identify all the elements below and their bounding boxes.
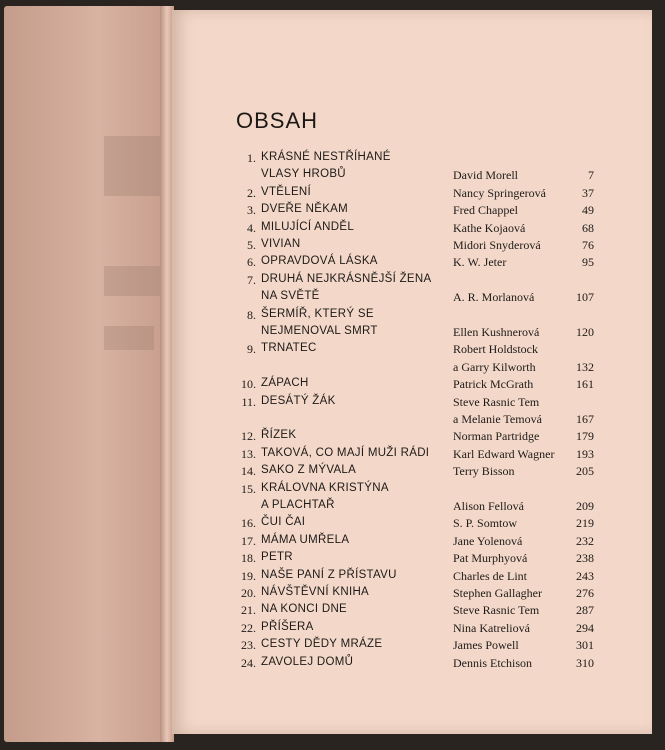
entry-number: 4. [247, 220, 256, 235]
toc-entry [172, 638, 652, 655]
story-author: Pat Murphyová [453, 551, 528, 566]
bleed-through-mark [104, 136, 162, 196]
entry-number: 1. [247, 151, 256, 165]
entry-number: 18. [241, 551, 256, 566]
story-title: ČUI ČAI [261, 516, 306, 529]
story-author: Nina Katreliová [453, 620, 530, 635]
story-title-continued: VLASY HROBŮ [261, 168, 346, 181]
story-author: Charles de Lint [453, 568, 527, 583]
story-author: K. W. Jeter [453, 255, 507, 270]
toc-entry [172, 482, 652, 517]
page-number: 120 [576, 324, 594, 339]
story-author: James Powell [453, 638, 519, 653]
toc-entry [172, 203, 652, 220]
page-number: 49 [582, 203, 594, 218]
story-author: Nancy Springerová [453, 185, 546, 200]
story-author: Terry Bisson [453, 464, 515, 479]
story-title: DVEŘE NĚKAM [261, 203, 349, 216]
entry-number: 16. [241, 516, 256, 531]
page-number: 243 [576, 568, 594, 583]
toc-entry [172, 186, 652, 203]
story-title: TAKOVÁ, CO MAJÍ MUŽI RÁDI [261, 446, 430, 459]
contents-page [172, 10, 652, 734]
toc-entry [172, 151, 652, 186]
page-number: 276 [576, 586, 594, 600]
bleed-through-mark [104, 266, 162, 296]
entry-number: 11. [241, 394, 256, 409]
toc-entry [172, 621, 652, 638]
story-title: PETR [261, 551, 293, 564]
story-author: Norman Partridge [453, 429, 540, 444]
story-title: OPRAVDOVÁ LÁSKA [261, 255, 378, 268]
page-title: OBSAH [236, 108, 319, 133]
page-number: 238 [576, 551, 594, 566]
story-title: ŠERMÍŘ, KTERÝ SE [261, 307, 374, 320]
page-number: 205 [576, 464, 594, 479]
page-number: 132 [576, 359, 594, 374]
entry-number: 22. [241, 620, 256, 635]
story-author: Stephen Gallagher [453, 586, 542, 600]
entry-number: 2. [247, 185, 256, 200]
story-title: KRÁSNÉ NESTŘÍHANÉ [261, 151, 391, 163]
story-author: Patrick McGrath [453, 377, 534, 392]
toc-entry [172, 273, 652, 308]
story-title: PŘÍŠERA [261, 620, 314, 633]
story-title: NA KONCI DNE [261, 603, 348, 616]
story-author: S. P. Somtow [453, 516, 518, 531]
story-author: David Morell [453, 168, 518, 183]
entry-number: 19. [241, 568, 256, 583]
entry-number: 12. [241, 429, 256, 444]
story-author: A. R. Morlanová [453, 290, 535, 305]
entry-number: 15. [241, 481, 256, 496]
toc-entry [172, 429, 652, 446]
page-number: 294 [576, 620, 594, 635]
story-title: TRNATEC [261, 342, 317, 355]
story-author: Dennis Etchison [453, 655, 532, 670]
toc-entry [172, 447, 652, 464]
story-title: VTĚLENÍ [261, 185, 312, 198]
entry-number: 10. [241, 377, 256, 392]
story-author: Steve Rasnic Tem [453, 603, 540, 618]
story-author: Fred Chappel [453, 203, 518, 218]
story-author: Alison Fellová [453, 498, 524, 513]
page-number: 37 [582, 185, 594, 200]
story-author: Midori Snyderová [453, 238, 541, 252]
entry-number: 6. [247, 255, 256, 270]
page-number: 219 [576, 516, 594, 531]
story-title: NAŠE PANÍ Z PŘÍSTAVU [261, 568, 397, 581]
toc-entry [172, 656, 652, 673]
toc-entry [172, 603, 652, 620]
toc-entry [172, 534, 652, 551]
story-author: Steve Rasnic Tem [453, 394, 540, 409]
story-title: ZAVOLEJ DOMŮ [261, 655, 354, 668]
page-number: 287 [576, 603, 594, 618]
facing-page [4, 6, 162, 742]
toc-entry [172, 586, 652, 603]
story-title-continued: NA SVĚTĚ [261, 290, 320, 303]
page-number: 310 [576, 655, 594, 670]
story-title: DRUHÁ NEJKRÁSNĚJŠÍ ŽENA [261, 272, 432, 285]
page-number: 7 [588, 168, 594, 183]
toc-entry [172, 395, 652, 430]
page-number: 95 [582, 255, 594, 270]
story-title-continued: NEJMENOVAL SMRT [261, 324, 378, 337]
entry-number: 23. [241, 638, 256, 653]
entry-number: 3. [247, 203, 256, 218]
toc-entry [172, 238, 652, 255]
toc-entry [172, 569, 652, 586]
story-author: Robert Holdstock [453, 342, 538, 357]
story-coauthor: a Garry Kilworth [453, 359, 536, 374]
entry-number: 14. [241, 464, 256, 479]
toc-entry [172, 551, 652, 568]
story-title: KRÁLOVNA KRISTÝNA [261, 481, 389, 494]
toc-entry [172, 308, 652, 343]
entry-number: 7. [247, 272, 256, 287]
toc-entry [172, 221, 652, 238]
story-title: DESÁTÝ ŽÁK [261, 394, 336, 407]
toc-entry [172, 377, 652, 394]
toc-entry [172, 464, 652, 481]
story-title: SAKO Z MÝVALA [261, 464, 357, 477]
story-title: MÁMA UMŘELA [261, 533, 350, 546]
page-number: 167 [576, 411, 594, 426]
page-number: 193 [576, 446, 594, 461]
entry-number: 21. [241, 603, 256, 618]
bleed-through-mark [104, 326, 154, 350]
toc-entry [172, 342, 652, 377]
story-author: Ellen Kushnerová [453, 324, 540, 339]
entry-number: 8. [247, 307, 256, 322]
story-coauthor: a Melanie Temová [453, 411, 542, 426]
entry-number: 9. [247, 342, 256, 357]
entry-number: 24. [241, 655, 256, 670]
page-number: 68 [582, 220, 594, 235]
entry-number: 17. [241, 533, 256, 548]
story-author: Jane Yolenová [453, 533, 523, 548]
story-title: NÁVŠTĚVNÍ KNIHA [261, 586, 370, 598]
page-number: 209 [576, 498, 594, 513]
story-title: VIVIAN [261, 238, 301, 250]
page-number: 161 [576, 377, 594, 392]
page-number: 232 [576, 533, 594, 548]
story-author: Karl Edward Wagner [453, 446, 555, 461]
entry-number: 20. [241, 586, 256, 600]
toc-entry [172, 516, 652, 533]
entry-number: 13. [241, 446, 256, 461]
story-title-continued: A PLACHTAŘ [261, 498, 335, 511]
story-title: CESTY DĚDY MRÁZE [261, 638, 383, 651]
story-title: ZÁPACH [261, 377, 309, 390]
page-number: 301 [576, 638, 594, 653]
page-number: 179 [576, 429, 594, 444]
page-number: 76 [582, 238, 594, 252]
page-number: 107 [576, 290, 594, 305]
story-title: ŘÍZEK [261, 429, 297, 442]
toc-entry [172, 255, 652, 272]
story-author: Kathe Kojaová [453, 220, 526, 235]
story-title: MILUJÍCÍ ANDĚL [261, 220, 355, 233]
entry-number: 5. [247, 238, 256, 252]
